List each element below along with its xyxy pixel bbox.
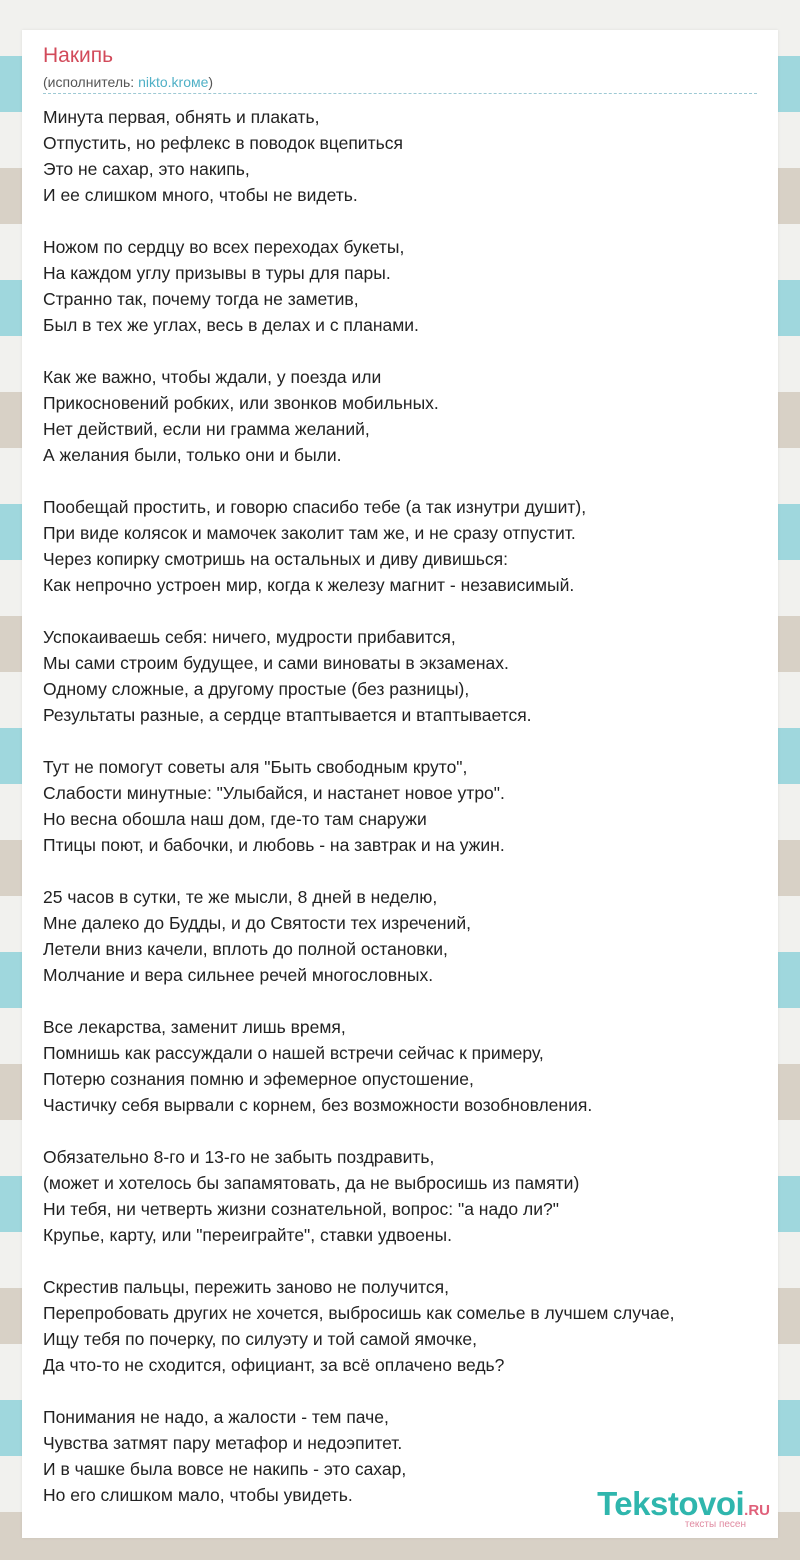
lyric-line: Но весна обошла наш дом, где-то там снаружи xyxy=(43,809,427,829)
lyric-line: Мне далеко до Будды, и до Святости тех изречений, xyxy=(43,913,471,933)
lyric-line: Летели вниз качели, вплоть до полной остановки, xyxy=(43,939,448,959)
lyric-line: Понимания не надо, а жалости - тем паче, xyxy=(43,1407,389,1427)
lyric-line: 25 часов в сутки, те же мысли, 8 дней в неделю, xyxy=(43,887,438,907)
logo-tagline: тексты песен xyxy=(684,1519,746,1530)
lyric-line: Через копирку смотришь на остальных и диву дивишься: xyxy=(43,549,508,569)
lyric-line: Слабости минутные: "Улыбайся, и настанет новое утро". xyxy=(43,783,505,803)
lyric-line: Молчание и вера сильнее речей многословных. xyxy=(43,965,434,985)
lyric-line: Помнишь как рассуждали о нашей встречи сейчас к примеру, xyxy=(43,1043,544,1063)
stanza xyxy=(43,884,773,988)
lyric-line: Перепробовать других не хочется, выбросишь как сомелье в лучшем случае, xyxy=(43,1303,675,1323)
lyric-line: Ищу тебя по почерку, по силуэту и той самой ямочке, xyxy=(43,1329,478,1349)
lyric-line: Результаты разные, а сердце втаптывается и втаптывается. xyxy=(43,705,532,725)
artist-prefix: (исполнитель: xyxy=(43,74,139,90)
lyric-line: Прикосновений робких, или звонков мобильных. xyxy=(43,393,439,413)
lyric-line: Был в тех же углах, весь в делах и с планами. xyxy=(43,315,419,335)
stanza xyxy=(43,1014,773,1118)
lyric-line: Отпустить, но рефлекс в поводок вцепиться xyxy=(43,133,403,153)
lyric-line: Скрестив пальцы, пережить заново не получится, xyxy=(43,1277,449,1297)
lyric-line: Успокаиваешь себя: ничего, мудрости прибавится, xyxy=(43,627,456,647)
lyric-line: Одному сложные, а другому простые (без разницы), xyxy=(43,679,470,699)
lyric-line: Как же важно, чтобы ждали, у поезда или xyxy=(43,367,382,387)
lyric-line: И в чашке была вовсе не накипь - это сахар, xyxy=(43,1459,407,1479)
lyric-line: Пообещай простить, и говорю спасибо тебе (а так изнутри душит), xyxy=(43,497,587,517)
lyric-line: Все лекарства, заменит лишь время, xyxy=(43,1017,346,1037)
lyric-line: А желания были, только они и были. xyxy=(43,445,342,465)
lyric-line: На каждом углу призывы в туры для пары. xyxy=(43,263,391,283)
header-divider xyxy=(43,93,757,94)
stanza xyxy=(43,104,773,208)
lyrics-page xyxy=(22,30,778,1538)
stanza xyxy=(43,1274,773,1378)
lyrics-text xyxy=(43,104,773,1534)
lyric-line: Потерю сознания помню и эфемерное опустошение, xyxy=(43,1069,474,1089)
lyric-line: И ее слишком много, чтобы не видеть. xyxy=(43,185,358,205)
lyric-line: Странно так, почему тогда не заметив, xyxy=(43,289,359,309)
lyric-line: Птицы поют, и бабочки, и любовь - на завтрак и на ужин. xyxy=(43,835,505,855)
site-logo[interactable] xyxy=(597,1485,770,1530)
lyric-line: Ни тебя, ни четверть жизни сознательной, вопрос: "а надо ли?" xyxy=(43,1199,559,1219)
lyric-line: Частичку себя вырвали с корнем, без возможности возобновления. xyxy=(43,1095,593,1115)
lyric-line: Это не сахар, это накипь, xyxy=(43,159,250,179)
artist-suffix: ) xyxy=(208,74,214,90)
stanza xyxy=(43,494,773,598)
artist-line xyxy=(43,74,213,90)
lyric-line: Как непрочно устроен мир, когда к железу магнит - независимый. xyxy=(43,575,575,595)
lyric-line: Обязательно 8-го и 13-го не забыть поздравить, xyxy=(43,1147,435,1167)
logo-tld: .RU xyxy=(744,1502,770,1519)
lyric-line: Крупье, карту, или "переиграйте", ставки удвоены. xyxy=(43,1225,452,1245)
lyric-line: Чувства затмят пару метафор и недоэпитет. xyxy=(43,1433,403,1453)
lyric-line: Ножом по сердцу во всех переходах букеты, xyxy=(43,237,405,257)
stanza xyxy=(43,1144,773,1248)
logo-brand: Tekstovoi xyxy=(597,1485,745,1522)
lyric-line: Нет действий, если ни грамма желаний, xyxy=(43,419,370,439)
stanza xyxy=(43,624,773,728)
lyric-line: Да что-то не сходится, официант, за всё оплачено ведь? xyxy=(43,1355,505,1375)
song-title: Накипь xyxy=(43,44,114,67)
stanza xyxy=(43,364,773,468)
lyric-line: Мы сами строим будущее, и сами виноваты в экзаменах. xyxy=(43,653,509,673)
lyric-line: (может и хотелось бы запамятовать, да не выбросишь из памяти) xyxy=(43,1173,580,1193)
lyric-line: Тут не помогут советы аля "Быть свободным круто", xyxy=(43,757,468,777)
artist-link[interactable]: nikto.kroме xyxy=(138,74,209,90)
lyric-line: Минута первая, обнять и плакать, xyxy=(43,107,320,127)
stanza xyxy=(43,754,773,858)
lyric-line: Но его слишком мало, чтобы увидеть. xyxy=(43,1485,353,1505)
lyric-line: При виде колясок и мамочек заколит там же, и не сразу отпустит. xyxy=(43,523,576,543)
stanza xyxy=(43,234,773,338)
